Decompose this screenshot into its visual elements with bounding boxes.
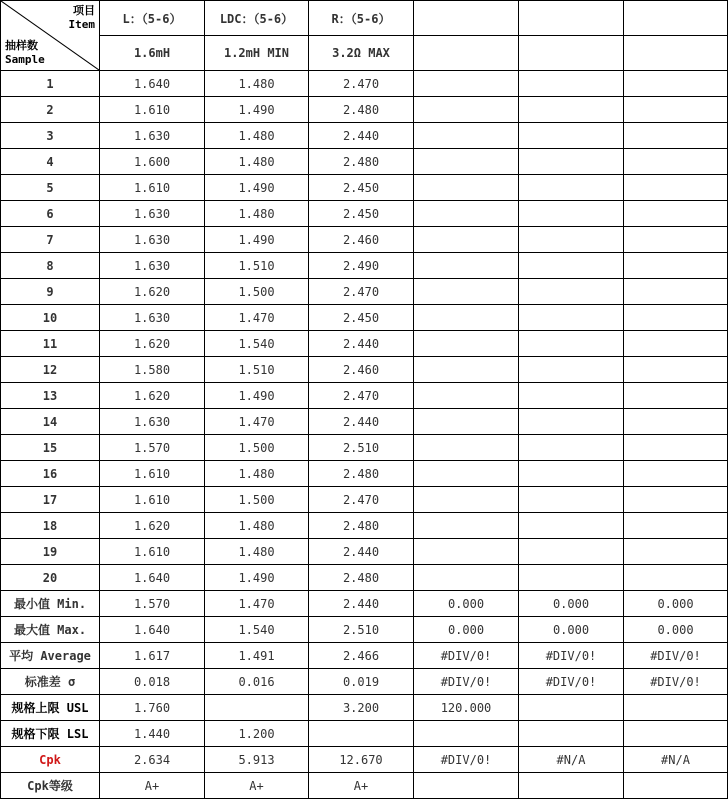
sample-number: 18 bbox=[1, 513, 100, 539]
sample-number: 5 bbox=[1, 175, 100, 201]
table-row bbox=[1, 305, 728, 331]
measurement-cell bbox=[414, 305, 519, 331]
stat-label: 标准差 σ bbox=[1, 669, 100, 695]
measurement-cell bbox=[414, 461, 519, 487]
measurement-cell: 1.640 bbox=[100, 565, 205, 591]
stat-value bbox=[624, 773, 728, 799]
stat-row bbox=[1, 591, 728, 617]
measurement-cell: 2.440 bbox=[309, 331, 414, 357]
measurement-cell bbox=[519, 461, 624, 487]
measurement-cell: 1.480 bbox=[205, 71, 309, 97]
measurement-cell: 2.450 bbox=[309, 305, 414, 331]
measurement-cell: 1.480 bbox=[205, 461, 309, 487]
measurement-cell: 1.610 bbox=[100, 175, 205, 201]
table-row bbox=[1, 513, 728, 539]
stat-row bbox=[1, 617, 728, 643]
table-row bbox=[1, 71, 728, 97]
measurement-cell bbox=[519, 227, 624, 253]
column-header-spec: 1.6mH bbox=[100, 36, 205, 71]
measurement-cell: 2.460 bbox=[309, 227, 414, 253]
corner-item-label bbox=[69, 4, 96, 32]
stat-value: 2.466 bbox=[309, 643, 414, 669]
stat-value bbox=[624, 721, 728, 747]
column-header-spec bbox=[414, 36, 519, 71]
table-row bbox=[1, 175, 728, 201]
measurement-cell: 1.510 bbox=[205, 357, 309, 383]
measurement-cell: 2.450 bbox=[309, 175, 414, 201]
measurement-cell: 1.510 bbox=[205, 253, 309, 279]
measurement-cell bbox=[624, 409, 728, 435]
table-row bbox=[1, 279, 728, 305]
stat-row bbox=[1, 747, 728, 773]
item-label-cn: 项目 bbox=[73, 4, 95, 17]
measurement-cell: 1.540 bbox=[205, 331, 309, 357]
stat-value: 12.670 bbox=[309, 747, 414, 773]
stat-row bbox=[1, 643, 728, 669]
stat-value: 0.000 bbox=[624, 591, 728, 617]
measurement-cell bbox=[414, 357, 519, 383]
table-body bbox=[1, 1, 728, 799]
measurement-cell: 1.630 bbox=[100, 305, 205, 331]
sample-number: 20 bbox=[1, 565, 100, 591]
stat-value bbox=[519, 773, 624, 799]
stat-label: Cpk等级 bbox=[1, 773, 100, 799]
stat-value: 1.440 bbox=[100, 721, 205, 747]
measurement-cell bbox=[519, 383, 624, 409]
measurement-cell: 2.480 bbox=[309, 565, 414, 591]
table-row bbox=[1, 331, 728, 357]
column-header-spec: 1.2mH MIN bbox=[205, 36, 309, 71]
measurement-cell bbox=[624, 461, 728, 487]
stat-label: 最小值 Min. bbox=[1, 591, 100, 617]
measurement-cell bbox=[414, 253, 519, 279]
stat-label: Cpk bbox=[1, 747, 100, 773]
sample-number: 1 bbox=[1, 71, 100, 97]
measurement-cell bbox=[414, 227, 519, 253]
stat-value: 0.019 bbox=[309, 669, 414, 695]
measurement-cell: 1.620 bbox=[100, 331, 205, 357]
measurement-cell: 1.480 bbox=[205, 123, 309, 149]
sample-number: 12 bbox=[1, 357, 100, 383]
measurement-cell: 1.600 bbox=[100, 149, 205, 175]
table-row bbox=[1, 383, 728, 409]
stat-value: #DIV/0! bbox=[414, 747, 519, 773]
measurement-cell: 2.480 bbox=[309, 513, 414, 539]
measurement-cell: 2.480 bbox=[309, 461, 414, 487]
measurement-cell: 2.470 bbox=[309, 383, 414, 409]
measurement-cell bbox=[414, 175, 519, 201]
header-row-names bbox=[1, 1, 728, 36]
measurement-cell: 1.570 bbox=[100, 435, 205, 461]
measurement-cell bbox=[519, 305, 624, 331]
measurement-cell: 2.480 bbox=[309, 97, 414, 123]
measurement-cell bbox=[519, 279, 624, 305]
table-row bbox=[1, 565, 728, 591]
stat-value: 1.540 bbox=[205, 617, 309, 643]
table-row bbox=[1, 539, 728, 565]
table-row bbox=[1, 149, 728, 175]
measurement-cell: 1.490 bbox=[205, 383, 309, 409]
measurement-cell: 1.480 bbox=[205, 201, 309, 227]
measurement-cell bbox=[624, 71, 728, 97]
stat-value: 1.617 bbox=[100, 643, 205, 669]
stat-row bbox=[1, 669, 728, 695]
measurement-cell: 2.470 bbox=[309, 279, 414, 305]
stat-value: 0.000 bbox=[519, 617, 624, 643]
measurement-cell bbox=[519, 357, 624, 383]
sample-label-cn: 抽样数 bbox=[5, 39, 38, 52]
measurement-cell: 2.450 bbox=[309, 201, 414, 227]
measurement-cell bbox=[414, 331, 519, 357]
measurement-cell bbox=[624, 539, 728, 565]
stat-value: 1.640 bbox=[100, 617, 205, 643]
measurement-cell: 2.510 bbox=[309, 435, 414, 461]
table-row bbox=[1, 253, 728, 279]
stat-value: 1.470 bbox=[205, 591, 309, 617]
stat-value: 2.440 bbox=[309, 591, 414, 617]
measurement-cell bbox=[519, 123, 624, 149]
stat-value: 5.913 bbox=[205, 747, 309, 773]
measurement-cell bbox=[519, 175, 624, 201]
measurement-cell bbox=[624, 305, 728, 331]
column-header-name: R：（5-6） bbox=[309, 1, 414, 36]
measurement-cell bbox=[414, 279, 519, 305]
stat-value: A+ bbox=[100, 773, 205, 799]
stat-value: 1.491 bbox=[205, 643, 309, 669]
sample-number: 9 bbox=[1, 279, 100, 305]
item-label-en: Item bbox=[68, 18, 95, 31]
measurement-cell bbox=[519, 201, 624, 227]
measurement-cell bbox=[519, 331, 624, 357]
measurement-cell bbox=[624, 279, 728, 305]
stat-value bbox=[519, 721, 624, 747]
measurement-cell bbox=[519, 539, 624, 565]
stat-value: 1.200 bbox=[205, 721, 309, 747]
measurement-cell bbox=[414, 513, 519, 539]
corner-sample-label bbox=[5, 39, 45, 67]
measurement-cell bbox=[414, 539, 519, 565]
measurement-cell bbox=[414, 565, 519, 591]
measurement-cell: 1.620 bbox=[100, 383, 205, 409]
measurement-cell: 1.490 bbox=[205, 97, 309, 123]
measurement-cell: 1.580 bbox=[100, 357, 205, 383]
measurement-cell: 1.480 bbox=[205, 539, 309, 565]
column-header-spec bbox=[519, 36, 624, 71]
measurement-cell: 2.440 bbox=[309, 539, 414, 565]
measurement-cell: 2.440 bbox=[309, 409, 414, 435]
measurement-cell bbox=[519, 565, 624, 591]
sample-label-en: Sample bbox=[5, 53, 45, 66]
measurement-cell: 1.620 bbox=[100, 513, 205, 539]
measurement-cell bbox=[624, 97, 728, 123]
sample-number: 8 bbox=[1, 253, 100, 279]
measurement-cell: 1.630 bbox=[100, 123, 205, 149]
measurement-cell: 1.500 bbox=[205, 435, 309, 461]
measurement-cell bbox=[519, 253, 624, 279]
sample-number: 15 bbox=[1, 435, 100, 461]
measurement-cell bbox=[519, 435, 624, 461]
table-row bbox=[1, 435, 728, 461]
measurement-cell: 1.500 bbox=[205, 487, 309, 513]
measurement-cell bbox=[414, 97, 519, 123]
header-row-specs bbox=[1, 36, 728, 71]
sample-number: 17 bbox=[1, 487, 100, 513]
measurement-cell: 1.610 bbox=[100, 461, 205, 487]
stat-value: 1.570 bbox=[100, 591, 205, 617]
stat-value: 0.018 bbox=[100, 669, 205, 695]
measurement-cell bbox=[519, 97, 624, 123]
sample-number: 6 bbox=[1, 201, 100, 227]
measurement-cell bbox=[414, 201, 519, 227]
measurement-cell: 1.610 bbox=[100, 487, 205, 513]
measurement-cell: 1.610 bbox=[100, 539, 205, 565]
measurement-cell bbox=[414, 383, 519, 409]
measurement-cell: 1.630 bbox=[100, 409, 205, 435]
sample-number: 10 bbox=[1, 305, 100, 331]
sample-number: 19 bbox=[1, 539, 100, 565]
table-row bbox=[1, 227, 728, 253]
sample-number: 16 bbox=[1, 461, 100, 487]
sample-number: 4 bbox=[1, 149, 100, 175]
stat-value: 2.510 bbox=[309, 617, 414, 643]
stat-label: 规格下限 LSL bbox=[1, 721, 100, 747]
stat-value: 0.016 bbox=[205, 669, 309, 695]
measurement-cell bbox=[624, 253, 728, 279]
measurement-cell: 1.480 bbox=[205, 149, 309, 175]
measurement-cell bbox=[624, 175, 728, 201]
stat-row bbox=[1, 695, 728, 721]
sample-number: 3 bbox=[1, 123, 100, 149]
measurement-cell bbox=[624, 123, 728, 149]
measurement-cell: 1.470 bbox=[205, 409, 309, 435]
measurement-cell: 2.470 bbox=[309, 71, 414, 97]
column-header-name: LDC：（5-6） bbox=[205, 1, 309, 36]
measurement-cell bbox=[414, 123, 519, 149]
measurement-cell: 1.470 bbox=[205, 305, 309, 331]
stat-value: 0.000 bbox=[414, 617, 519, 643]
stat-value: 0.000 bbox=[519, 591, 624, 617]
stat-value bbox=[414, 773, 519, 799]
measurement-cell bbox=[624, 513, 728, 539]
measurement-cell bbox=[519, 149, 624, 175]
measurement-cell bbox=[414, 435, 519, 461]
measurement-cell: 2.470 bbox=[309, 487, 414, 513]
stat-value bbox=[414, 721, 519, 747]
stat-value bbox=[205, 695, 309, 721]
column-header-name bbox=[519, 1, 624, 36]
column-header-name bbox=[624, 1, 728, 36]
table-row bbox=[1, 409, 728, 435]
stat-value: #N/A bbox=[519, 747, 624, 773]
column-header-name: L：（5-6） bbox=[100, 1, 205, 36]
stat-row bbox=[1, 721, 728, 747]
sample-number: 2 bbox=[1, 97, 100, 123]
measurement-cell: 2.480 bbox=[309, 149, 414, 175]
stat-value: 3.200 bbox=[309, 695, 414, 721]
sample-number: 11 bbox=[1, 331, 100, 357]
measurement-cell bbox=[519, 409, 624, 435]
stat-value: #DIV/0! bbox=[624, 669, 728, 695]
stat-value: 2.634 bbox=[100, 747, 205, 773]
stat-value bbox=[309, 721, 414, 747]
measurement-cell: 1.490 bbox=[205, 565, 309, 591]
measurement-cell bbox=[624, 149, 728, 175]
column-header-spec bbox=[624, 36, 728, 71]
measurement-cell bbox=[624, 357, 728, 383]
measurement-cell: 1.480 bbox=[205, 513, 309, 539]
measurement-cell: 1.630 bbox=[100, 201, 205, 227]
measurement-cell: 1.630 bbox=[100, 253, 205, 279]
stat-value: #DIV/0! bbox=[414, 643, 519, 669]
sample-number: 7 bbox=[1, 227, 100, 253]
stat-label: 规格上限 USL bbox=[1, 695, 100, 721]
measurement-cell: 2.460 bbox=[309, 357, 414, 383]
measurement-cell: 1.490 bbox=[205, 175, 309, 201]
stat-value bbox=[519, 695, 624, 721]
stat-value: #DIV/0! bbox=[519, 643, 624, 669]
header-corner-cell bbox=[1, 1, 100, 71]
measurement-cell: 1.630 bbox=[100, 227, 205, 253]
measurement-cell bbox=[624, 201, 728, 227]
measurement-cell bbox=[624, 565, 728, 591]
column-header-name bbox=[414, 1, 519, 36]
measurement-cell bbox=[519, 71, 624, 97]
table-row bbox=[1, 487, 728, 513]
measurement-cell bbox=[414, 409, 519, 435]
sample-number: 14 bbox=[1, 409, 100, 435]
measurement-cell bbox=[414, 149, 519, 175]
table-row bbox=[1, 97, 728, 123]
stat-label: 平均 Average bbox=[1, 643, 100, 669]
table-row bbox=[1, 123, 728, 149]
stat-value: A+ bbox=[205, 773, 309, 799]
measurement-cell bbox=[519, 513, 624, 539]
table-row bbox=[1, 357, 728, 383]
measurement-cell: 1.490 bbox=[205, 227, 309, 253]
measurement-cell bbox=[624, 227, 728, 253]
stat-value: A+ bbox=[309, 773, 414, 799]
stat-value: #DIV/0! bbox=[624, 643, 728, 669]
measurement-cell bbox=[624, 383, 728, 409]
measurement-cell bbox=[624, 331, 728, 357]
measurement-cell: 1.610 bbox=[100, 97, 205, 123]
measurement-cell bbox=[624, 487, 728, 513]
measurement-cell bbox=[414, 71, 519, 97]
measurement-cell bbox=[414, 487, 519, 513]
measurement-cell bbox=[519, 487, 624, 513]
stat-value: 0.000 bbox=[414, 591, 519, 617]
stat-value: #N/A bbox=[624, 747, 728, 773]
sample-number: 13 bbox=[1, 383, 100, 409]
stat-value: 0.000 bbox=[624, 617, 728, 643]
stat-row bbox=[1, 773, 728, 799]
column-header-spec: 3.2Ω MAX bbox=[309, 36, 414, 71]
measurement-cell: 2.490 bbox=[309, 253, 414, 279]
measurement-cell: 1.620 bbox=[100, 279, 205, 305]
stat-label: 最大值 Max. bbox=[1, 617, 100, 643]
measurement-cell: 1.640 bbox=[100, 71, 205, 97]
stat-value bbox=[624, 695, 728, 721]
measurement-cell: 1.500 bbox=[205, 279, 309, 305]
stat-value: #DIV/0! bbox=[414, 669, 519, 695]
measurement-cell: 2.440 bbox=[309, 123, 414, 149]
table-row bbox=[1, 201, 728, 227]
table-row bbox=[1, 461, 728, 487]
stat-value: #DIV/0! bbox=[519, 669, 624, 695]
measurement-cell bbox=[624, 435, 728, 461]
stat-value: 1.760 bbox=[100, 695, 205, 721]
stat-value: 120.000 bbox=[414, 695, 519, 721]
